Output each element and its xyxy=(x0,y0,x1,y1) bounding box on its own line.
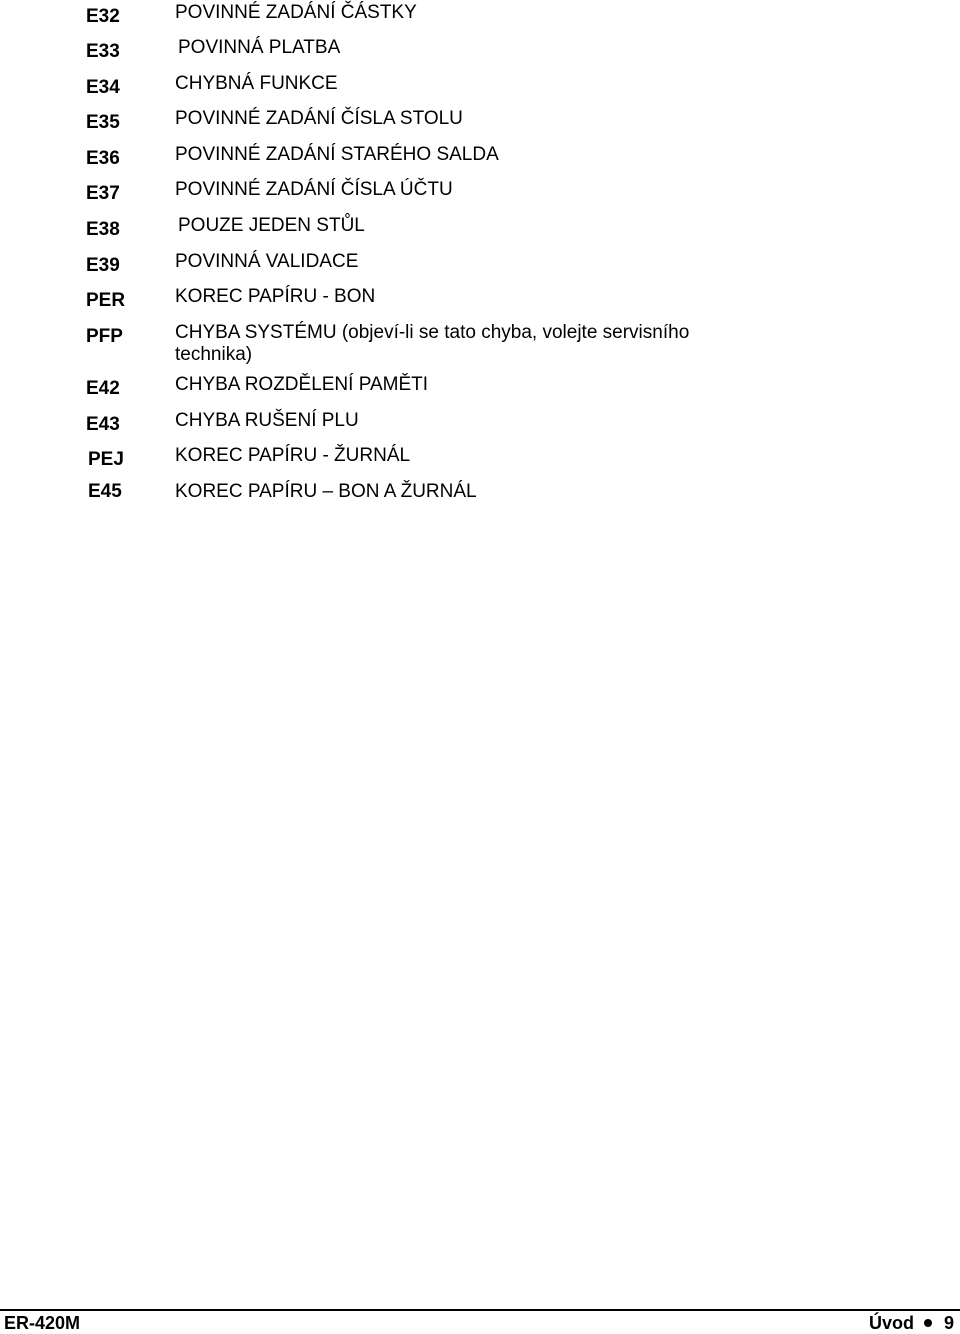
error-description: CHYBA SYSTÉMU (objeví-li se tato chyba, volejte servisního technika) xyxy=(175,322,690,365)
error-row xyxy=(0,322,960,368)
error-row xyxy=(0,108,960,144)
error-code: E36 xyxy=(86,148,120,169)
error-row xyxy=(0,445,960,481)
error-description: POVINNÁ PLATBA xyxy=(178,37,341,58)
page-number: 9 xyxy=(943,1313,954,1333)
error-row xyxy=(0,73,960,109)
error-description: CHYBA ROZDĚLENÍ PAMĚTI xyxy=(175,374,429,395)
error-code: E39 xyxy=(86,255,120,276)
error-row xyxy=(0,481,960,517)
error-description: CHYBNÁ FUNKCE xyxy=(175,73,338,94)
error-description: KOREC PAPÍRU - BON xyxy=(175,286,376,307)
error-description: CHYBA RUŠENÍ PLU xyxy=(175,410,359,431)
error-description: POVINNÉ ZADÁNÍ STARÉHO SALDA xyxy=(175,144,499,165)
error-code: PFP xyxy=(86,326,123,347)
error-row xyxy=(0,215,960,251)
error-code: E45 xyxy=(88,481,122,502)
error-row xyxy=(0,144,960,180)
error-code: PER xyxy=(86,290,126,311)
error-row xyxy=(0,286,960,322)
error-description: POVINNÁ VALIDACE xyxy=(175,251,359,272)
error-row xyxy=(0,37,960,73)
error-row xyxy=(0,374,960,410)
error-description: POVINNÉ ZADÁNÍ ČÍSLA ÚČTU xyxy=(175,179,453,200)
error-row xyxy=(0,2,960,38)
error-code: E42 xyxy=(86,378,120,399)
error-row xyxy=(0,410,960,446)
error-code: PEJ xyxy=(88,449,124,470)
error-description: POUZE JEDEN STŮL xyxy=(178,215,365,236)
error-row xyxy=(0,179,960,215)
error-code: E33 xyxy=(86,41,120,62)
error-description: POVINNÉ ZADÁNÍ ČÁSTKY xyxy=(175,2,417,23)
footer-section: Úvod xyxy=(868,1313,914,1333)
error-description: KOREC PAPÍRU – BON A ŽURNÁL xyxy=(175,481,477,502)
error-code: E32 xyxy=(86,6,120,27)
error-code: E43 xyxy=(86,414,120,435)
error-row xyxy=(0,251,960,287)
error-code: E37 xyxy=(86,183,120,204)
footer-model: ER-420M xyxy=(4,1313,81,1333)
error-code: E34 xyxy=(86,77,120,98)
error-description: KOREC PAPÍRU - ŽURNÁL xyxy=(175,445,411,466)
error-code: E38 xyxy=(86,219,120,240)
error-code: E35 xyxy=(86,112,120,133)
bullet-icon xyxy=(924,1319,932,1327)
footer-divider xyxy=(0,1309,960,1311)
footer-page-info xyxy=(869,1313,954,1333)
error-description: POVINNÉ ZADÁNÍ ČÍSLA STOLU xyxy=(175,108,463,129)
